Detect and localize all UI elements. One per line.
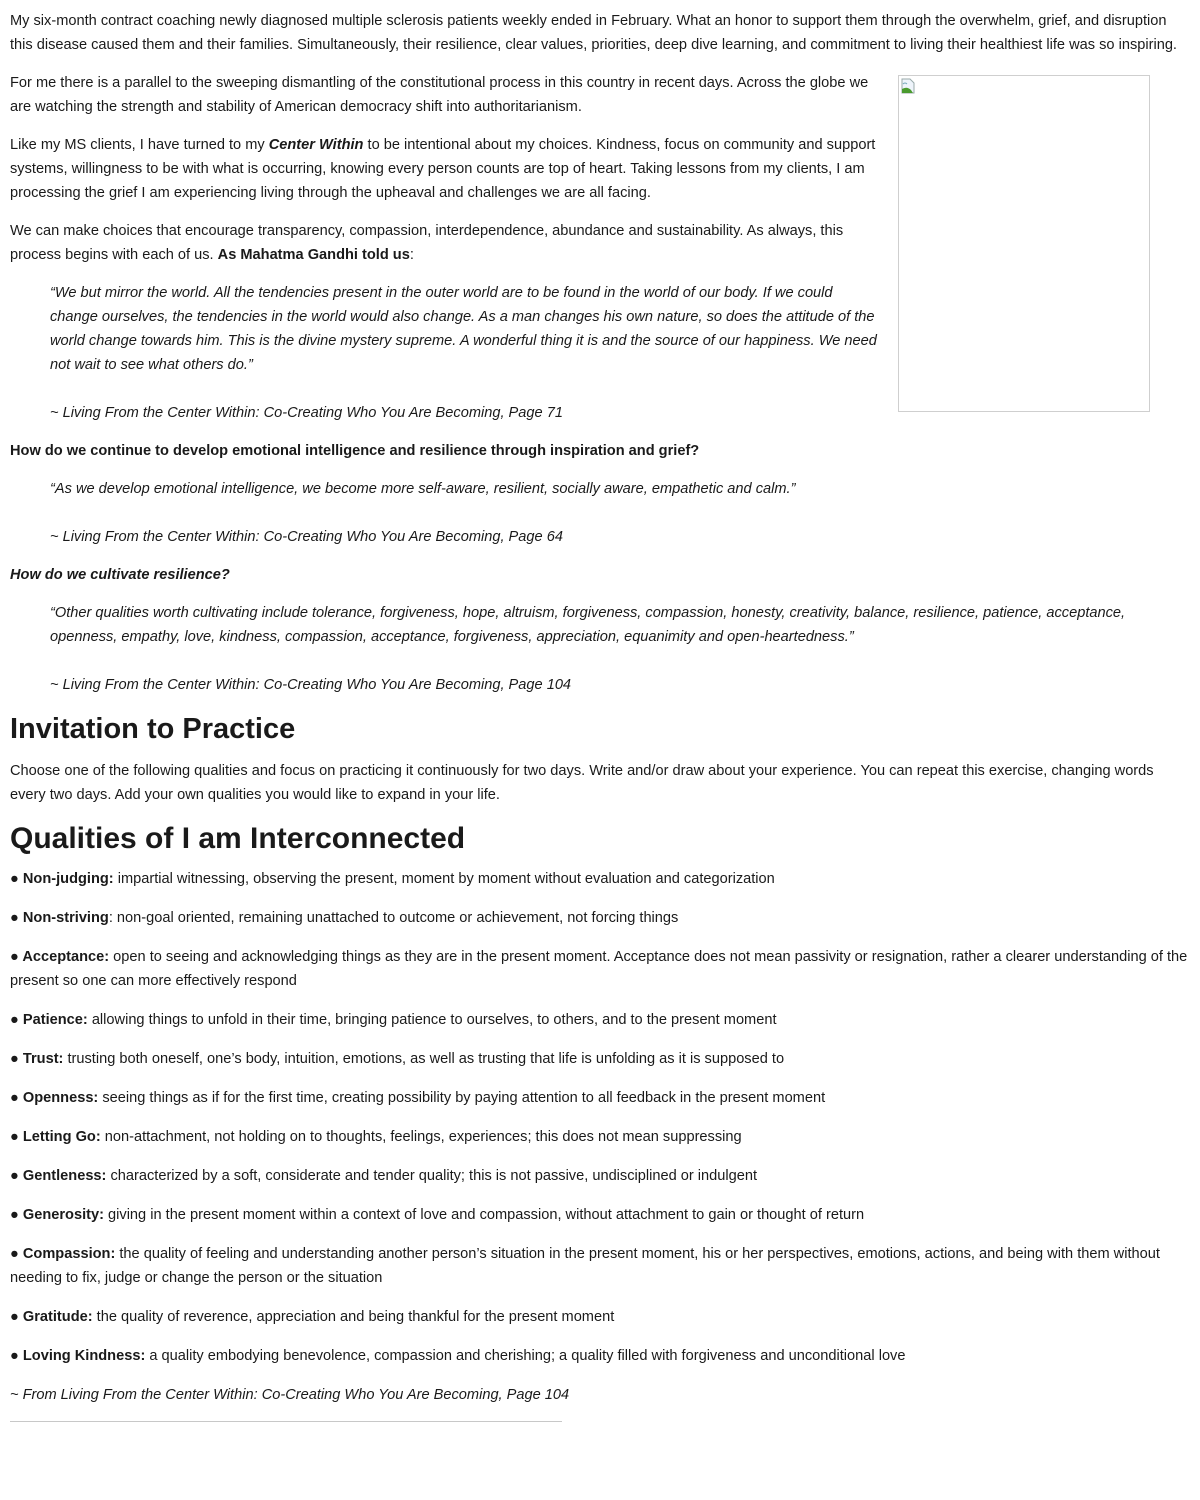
bullet-icon: ● — [10, 1348, 23, 1364]
quality-term: ● Openness: — [10, 1090, 99, 1106]
text: to be intentional about my choices. Kindness, focus on community and support systems, willingness to be with what is occurring, knowing every person counts are top of heart. Taking lessons from my clients, I am processing the grief I am experiencing living through the upheaval and challenges we are all facing. — [10, 137, 876, 201]
bullet-icon: ● — [10, 1207, 23, 1223]
quality-item — [10, 1008, 1190, 1032]
broken-image-icon — [901, 78, 915, 94]
bullet-icon: ● — [10, 1051, 23, 1067]
qualities-quote — [50, 601, 1190, 697]
quality-term: ● Gratitude: — [10, 1309, 93, 1325]
quote-text: “As we develop emotional intelligence, we become more self-aware, resilient, socially aware, empathetic and calm.” — [50, 481, 796, 497]
practice-text: Choose one of the following qualities and focus on practicing it continuously for two days. Write and/or draw about your experience. You can repeat this exercise, changing words every two days. Add your own qualities you would like to expand in your life. — [10, 763, 1154, 803]
quality-description: a quality embodying benevolence, compassion and cherishing; a quality filled with forgiveness and unconditional love — [145, 1348, 906, 1364]
question-text: How do we continue to develop emotional intelligence and resilience through inspiration and grief? — [10, 443, 700, 459]
gandhi-emphasis: As Mahatma Gandhi told us — [217, 247, 410, 263]
quality-description: allowing things to unfold in their time, bringing patience to ourselves, to others, and to the present moment — [87, 1012, 777, 1028]
quality-description: seeing things as if for the first time, creating possibility by paying attention to all feedback in the present moment — [98, 1090, 826, 1106]
quality-description: the quality of reverence, appreciation and being thankful for the present moment — [92, 1309, 615, 1325]
quality-item — [10, 867, 1190, 891]
intro-paragraph-2: For me there is a parallel to the sweeping dismantling of the constitutional process in this country in recent days. Across the globe we are watching the strength and stability of American democracy shift into authoritarianism. — [10, 75, 869, 115]
intro-paragraph-3 — [10, 133, 880, 205]
bullet-icon: ● — [10, 1090, 23, 1106]
quality-term: ● Non-striving — [10, 910, 109, 926]
question-text: How do we cultivate resilience? — [10, 567, 230, 583]
quality-item — [10, 1344, 1190, 1368]
quote-citation: ~ Living From the Center Within: Co-Creating Who You Are Becoming, Page 64 — [50, 529, 563, 545]
qualities-heading: Qualities of I am Interconnected — [10, 822, 466, 855]
divider — [10, 1421, 562, 1422]
quality-term: ● Patience: — [10, 1012, 88, 1028]
quality-description: : non-goal oriented, remaining unattached to outcome or achievement, not forcing things — [108, 910, 679, 926]
text: : — [409, 247, 414, 263]
quality-term: ● Trust: — [10, 1051, 64, 1067]
bullet-icon: ● — [10, 910, 23, 926]
intro-paragraph-1: My six-month contract coaching newly diagnosed multiple sclerosis patients weekly ended in February. What an honor to support them through the overwhelm, grief, and disruption this disease caused them and their families. Simultaneously, their resilience, clear values, priorities, deep dive learning, and commitment to living their healthiest life was so inspiring. — [10, 13, 1177, 53]
quality-item — [10, 1164, 1190, 1188]
quality-term: ● Gentleness: — [10, 1168, 107, 1184]
quote-citation: ~ Living From the Center Within: Co-Creating Who You Are Becoming, Page 71 — [50, 405, 563, 421]
quote-text: “Other qualities worth cultivating include tolerance, forgiveness, hope, altruism, forgiveness, compassion, honesty, creativity, balance, resilience, patience, acceptance, openness, empathy, love, kindness, compassion, acceptance, forgiveness, appreciation, equanimity and open-heartedness.” — [50, 605, 1126, 645]
quality-item — [10, 1047, 1190, 1071]
text: Like my MS clients, I have turned to my — [10, 137, 269, 153]
quality-description: the quality of feeling and understanding another person’s situation in the present moment, his or her perspectives, emotions, actions, and being with them without needing to fix, judge or change the person or the situation — [10, 1246, 1160, 1286]
quality-description: open to seeing and acknowledging things as they are in the present moment. Acceptance does not mean passivity or resignation, rather a clearer understanding of the present so one can more effectively respond — [10, 949, 1188, 989]
bullet-icon: ● — [10, 1168, 23, 1184]
quality-term: ● Loving Kindness: — [10, 1348, 146, 1364]
quality-item — [10, 1242, 1190, 1290]
quality-description: trusting both oneself, one’s body, intuition, emotions, as well as trusting that life is unfolding as it is supposed to — [63, 1051, 785, 1067]
bullet-icon: ● — [10, 1129, 23, 1145]
practice-heading: Invitation to Practice — [10, 713, 296, 745]
text: We can make choices that encourage transparency, compassion, interdependence, abundance and sustainability. As always, this process begins with each of us. — [10, 223, 844, 263]
intro-paragraph-4 — [10, 219, 880, 267]
quality-description: non-attachment, not holding on to thoughts, feelings, experiences; this does not mean suppressing — [100, 1129, 742, 1145]
quality-term: ● Compassion: — [10, 1246, 116, 1262]
bullet-icon: ● — [10, 1246, 23, 1262]
quality-description: characterized by a soft, considerate and tender quality; this is not passive, undisciplined or indulgent — [106, 1168, 758, 1184]
bullet-icon: ● — [10, 1309, 23, 1325]
quote-citation: ~ Living From the Center Within: Co-Creating Who You Are Becoming, Page 104 — [50, 677, 572, 693]
quality-item — [10, 1125, 1190, 1149]
quality-item — [10, 1203, 1190, 1227]
quality-term: ● Non-judging: — [10, 871, 114, 887]
bullet-icon: ● — [10, 871, 23, 887]
bullet-icon: ● — [10, 1012, 23, 1028]
question-resilience — [10, 563, 1190, 587]
quality-item — [10, 906, 1190, 930]
quality-term: ● Letting Go: — [10, 1129, 101, 1145]
quality-term: ● Generosity: — [10, 1207, 104, 1223]
quality-term: ● Acceptance: — [10, 949, 110, 965]
quote-text: “We but mirror the world. All the tendencies present in the outer world are to be found in the world of our body. If we could change ourselves, the tendencies in the world would also change. As a man changes his own nature, so does the attitude of the world change towards him. This is the divine mystery supreme. A wonderful thing it is and the source of our happiness. We need not wait to see what others do.” — [50, 285, 877, 373]
quality-description: impartial witnessing, observing the present, moment by moment without evaluation and categorization — [113, 871, 775, 887]
qualities-list — [10, 867, 1190, 1368]
quality-item — [10, 945, 1190, 993]
bullet-icon: ● — [10, 949, 23, 965]
quality-description: giving in the present moment within a context of love and compassion, without attachment to gain or thought of return — [103, 1207, 865, 1223]
quality-item — [10, 1305, 1190, 1329]
question-emotional-intelligence — [10, 439, 1190, 463]
quality-item — [10, 1086, 1190, 1110]
broken-image — [898, 75, 1150, 412]
center-within-emphasis: Center Within — [268, 137, 364, 153]
emotional-intelligence-quote — [50, 477, 1190, 549]
qualities-citation: ~ From Living From the Center Within: Co-Creating Who You Are Becoming, Page 104 — [10, 1387, 570, 1403]
